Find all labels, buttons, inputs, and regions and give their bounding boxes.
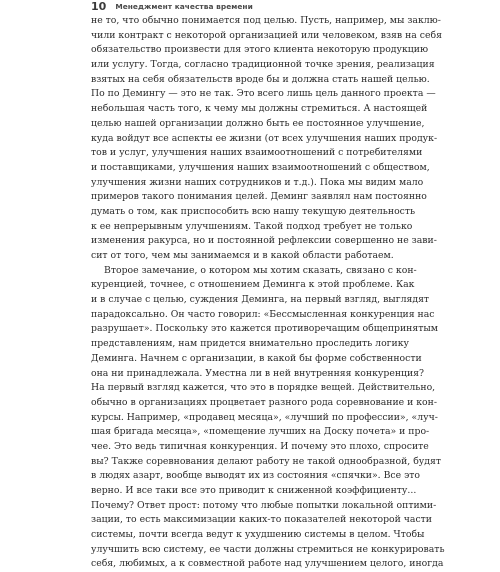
text-line: улучшения жизни наших сотрудников и т.д.). Пока мы видим мало: [91, 176, 424, 188]
text-line: Почему? Ответ прост: потому что любые попытки локальной оптими-: [91, 499, 437, 511]
text-line: курсы. Например, «продавец месяца», «лучший по профессии», «луч-: [91, 411, 438, 423]
text-line: разрушает». Поскольку это кажется противоречащим общепринятым: [91, 323, 439, 335]
text-line: думать о том, как приспособить всю нашу текущую деятельность: [91, 205, 416, 217]
text-line-paragraph-start: Второе замечание, о котором мы хотим сказать, связано с кон-: [104, 264, 417, 276]
text-line: примеров такого понимания целей. Деминг заявлял нам постоянно: [91, 191, 427, 203]
text-line: обязательство произвести для этого клиента некоторую продукцию: [91, 44, 429, 56]
text-line: чее. Это ведь типичная конкуренция. И почему это плохо, спросите: [91, 440, 429, 452]
text-line: она ни принадлежала. Уместна ли в ней внутренняя конкуренция?: [91, 367, 425, 379]
text-line: обычно в организациях процветает разного рода соревнование и кон-: [91, 396, 437, 408]
text-line: куда войдут все аспекты ее жизни (от всех улучшения наших продук-: [91, 132, 438, 144]
text-line: По по Демингу — это не так. Это всего лишь цель данного проекта —: [91, 88, 436, 100]
text-line: зации, то есть максимизации каких-то показателей некоторой части: [91, 514, 433, 526]
text-line: Деминга. Начнем с организации, в какой бы форме собственности: [91, 352, 422, 364]
running-title: Менеджмент качества времени: [115, 1, 253, 11]
text-line: системы, почти всегда ведут к ухудшению системы в целом. Чтобы: [91, 529, 425, 541]
text-line: и в случае с целью, суждения Деминга, на первый взгляд, выглядят: [91, 294, 430, 306]
text-line: куренцией, точнее, с отношением Деминга к этой проблеме. Как: [91, 279, 415, 291]
text-line: к ее непрерывным улучшениям. Такой подход требует не только: [91, 220, 413, 232]
page-number: 10: [91, 0, 107, 13]
text-line: или услугу. Тогда, согласно традиционной точке зрения, реализация: [91, 59, 435, 71]
text-line: и поставщиками, улучшения наших взаимоотношений с обществом,: [91, 161, 430, 173]
text-line: вы? Также соревнования делают работу не такой однообразной, будят: [91, 455, 442, 467]
text-line: в людях азарт, вообще выводят их из состояния «спячки». Все это: [91, 470, 421, 482]
body-text: [91, 14, 445, 572]
text-line: изменения ракурса, но и постоянной рефлексии совершенно не зави-: [91, 235, 437, 247]
text-line: небольшая часть того, к чему мы должны стремиться. А настоящей: [91, 103, 428, 115]
text-line: улучшить всю систему, ее части должны стремиться не конкурировать: [91, 543, 445, 555]
text-line: себя, любимых, а к совместной работе над улучшением целого, иногда: [91, 558, 444, 570]
text-line: шая бригада месяца», «помещение лучших на Доску почета» и про-: [91, 426, 430, 438]
text-line: представлениям, нам придется внимательно проследить логику: [91, 338, 410, 350]
text-line: чили контракт с некоторой организацией или человеком, взяв на себя: [91, 29, 442, 41]
text-line: На первый взгляд кажется, что это в порядке вещей. Действительно,: [91, 382, 436, 394]
text-line: тов и услуг, улучшения наших взаимоотношений с потребителями: [91, 147, 423, 159]
text-line: парадоксально. Он часто говорил: «Бессмысленная конкуренция нас: [91, 308, 435, 320]
text-line: не то, что обычно понимается под целью. Пусть, например, мы заклю-: [91, 15, 441, 26]
running-head: [91, 0, 253, 12]
text-line: целью нашей организации должно быть ее постоянное улучшение,: [91, 117, 425, 129]
text-line: верно. И все таки все это приводит к сниженной коэффициенту...: [91, 485, 417, 496]
text-line-paragraph-end: сит от того, чем мы занимаемся и в какой области работаем.: [91, 250, 394, 261]
text-line: взятых на себя обязательств вроде бы и должна стать нашей целью.: [91, 73, 430, 85]
